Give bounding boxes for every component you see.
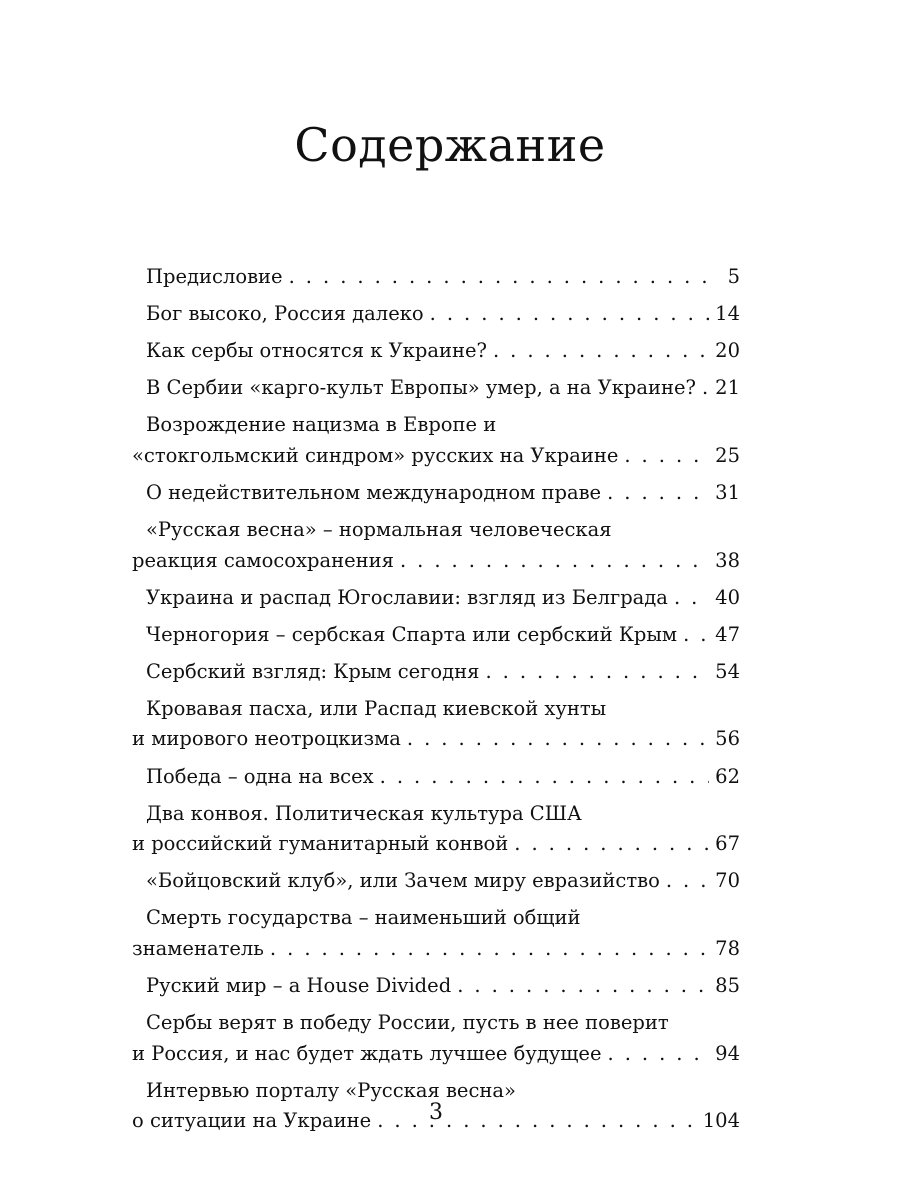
toc-entry-line [132,373,740,404]
toc-entry-line [132,478,740,509]
toc-entry[interactable] [132,971,740,1002]
dot-leader [400,546,709,577]
toc-entry-page: 78 [715,936,740,960]
dot-leader [270,934,709,965]
toc-entry[interactable] [132,262,740,293]
toc-entry[interactable] [132,657,740,688]
toc-entry-line [132,903,740,934]
toc-entry-line [132,1039,740,1070]
toc-entry-line [132,410,740,441]
toc-entry-page: 104 [702,1109,740,1133]
dot-leader [430,299,710,330]
toc-entry[interactable] [132,903,740,964]
toc-entry-title: Руский мир – a House Divided [146,973,452,997]
toc-entry[interactable] [132,866,740,897]
toc-entry[interactable] [132,515,740,576]
toc-entry-title: Смерть государства – наименьший общий [146,906,581,930]
dot-leader [407,724,709,755]
toc-entry[interactable] [132,478,740,509]
toc-entry-title: Украина и распад Югославии: взгляд из Белграда [146,585,668,609]
toc-entry-title: «стокгольмский синдром» русских на Украине [132,443,619,467]
toc-entry-line [132,866,740,897]
toc-entry-line [132,546,740,577]
toc-entry[interactable] [132,762,740,793]
toc-entry-page: 38 [715,548,740,572]
toc-entry-line [132,1008,740,1039]
toc-entry-title: и Россия, и нас будет ждать лучшее будущее [132,1041,602,1065]
toc-entry-title: В Сербии «карго-культ Европы» умер, а на Украине? [146,376,696,400]
toc-entry-page: 25 [715,443,740,467]
toc-entry[interactable] [132,694,740,755]
toc-entry-title: знаменатель [132,936,264,960]
toc-entry-line [132,694,740,725]
toc-entry-title: Сербский взгляд: Крым сегодня [146,659,480,683]
toc-entry-page: 47 [715,622,740,646]
table-of-contents [132,262,740,1143]
dot-leader [380,762,710,793]
toc-entry-line [132,620,740,651]
toc-entry-line [132,799,740,830]
toc-entry-title: Возрождение нацизма в Европе и [146,413,497,437]
toc-entry-page: 21 [715,376,740,400]
toc-entry-title: Черногория – сербская Спарта или сербский Крым [146,622,678,646]
toc-entry-title: реакция самосохранения [132,548,394,572]
toc-entry-page: 62 [715,764,740,788]
dot-leader [607,478,709,509]
toc-entry-title: О недействительном международном праве [146,480,602,504]
toc-entry-line [132,657,740,688]
dot-leader [289,262,714,293]
toc-entry-title: Как сербы относятся к Украине? [146,339,487,363]
dot-leader [666,866,709,897]
toc-entry[interactable] [132,799,740,860]
dot-leader [493,336,709,367]
toc-entry-title: Кровавая пасха, или Распад киевской хунты [146,696,607,720]
toc-entry-page: 20 [715,339,740,363]
toc-entry-title: и российский гуманитарный конвой [132,832,509,856]
toc-entry-page: 54 [715,659,740,683]
toc-entry[interactable] [132,620,740,651]
toc-entry-page: 70 [715,869,740,893]
toc-entry-title: и мирового неотроцкизма [132,727,401,751]
dot-leader [608,1039,710,1070]
page-number: 3 [429,1100,443,1125]
toc-entry[interactable] [132,373,740,404]
page-title: Содержание [294,118,606,172]
toc-entry-line [132,724,740,755]
dot-leader [624,441,709,472]
toc-entry[interactable] [132,1008,740,1069]
toc-entry-line [132,441,740,472]
toc-entry-page: 94 [715,1041,740,1065]
toc-entry-page: 40 [715,585,740,609]
dot-leader [674,583,709,614]
toc-entry-page: 5 [727,265,740,288]
toc-entry-title: Победа – одна на всех [146,764,374,788]
dot-leader [702,373,709,404]
toc-entry-line [132,934,740,965]
toc-entry-line [132,515,740,546]
toc-entry-line [132,583,740,614]
dot-leader [457,971,709,1002]
toc-entry-page: 67 [715,832,740,856]
dot-leader [683,620,709,651]
toc-entry-page: 31 [715,480,740,504]
toc-entry-title: «Русская весна» – нормальная человеческая [146,518,612,542]
toc-entry[interactable] [132,410,740,471]
dot-leader [485,657,709,688]
toc-entry-title: Два конвоя. Политическая культура США [146,801,582,825]
toc-entry-title: Сербы верят в победу России, пусть в нее поверит [146,1011,669,1034]
dot-leader [514,829,709,860]
toc-entry-page: 56 [715,727,740,751]
toc-entry-title: Интервью порталу «Русская весна» [146,1078,516,1102]
toc-entry-line [132,336,740,367]
toc-entry[interactable] [132,299,740,330]
toc-entry-title: Бог высоко, Россия далеко [146,302,424,326]
toc-entry-line [132,829,740,860]
toc-entry-page: 14 [715,302,740,326]
toc-entry-line [132,971,740,1002]
toc-entry-line [132,262,740,293]
toc-entry[interactable] [132,583,740,614]
toc-entry-title: «Бойцовский клуб», или Зачем миру евразийство [146,869,660,893]
toc-entry-line [132,762,740,793]
toc-entry-title: Предисловие [146,265,283,288]
toc-entry-page: 85 [715,973,740,997]
toc-entry-line [132,299,740,330]
toc-entry[interactable] [132,336,740,367]
toc-entry-title: о ситуации на Украине [132,1109,372,1133]
